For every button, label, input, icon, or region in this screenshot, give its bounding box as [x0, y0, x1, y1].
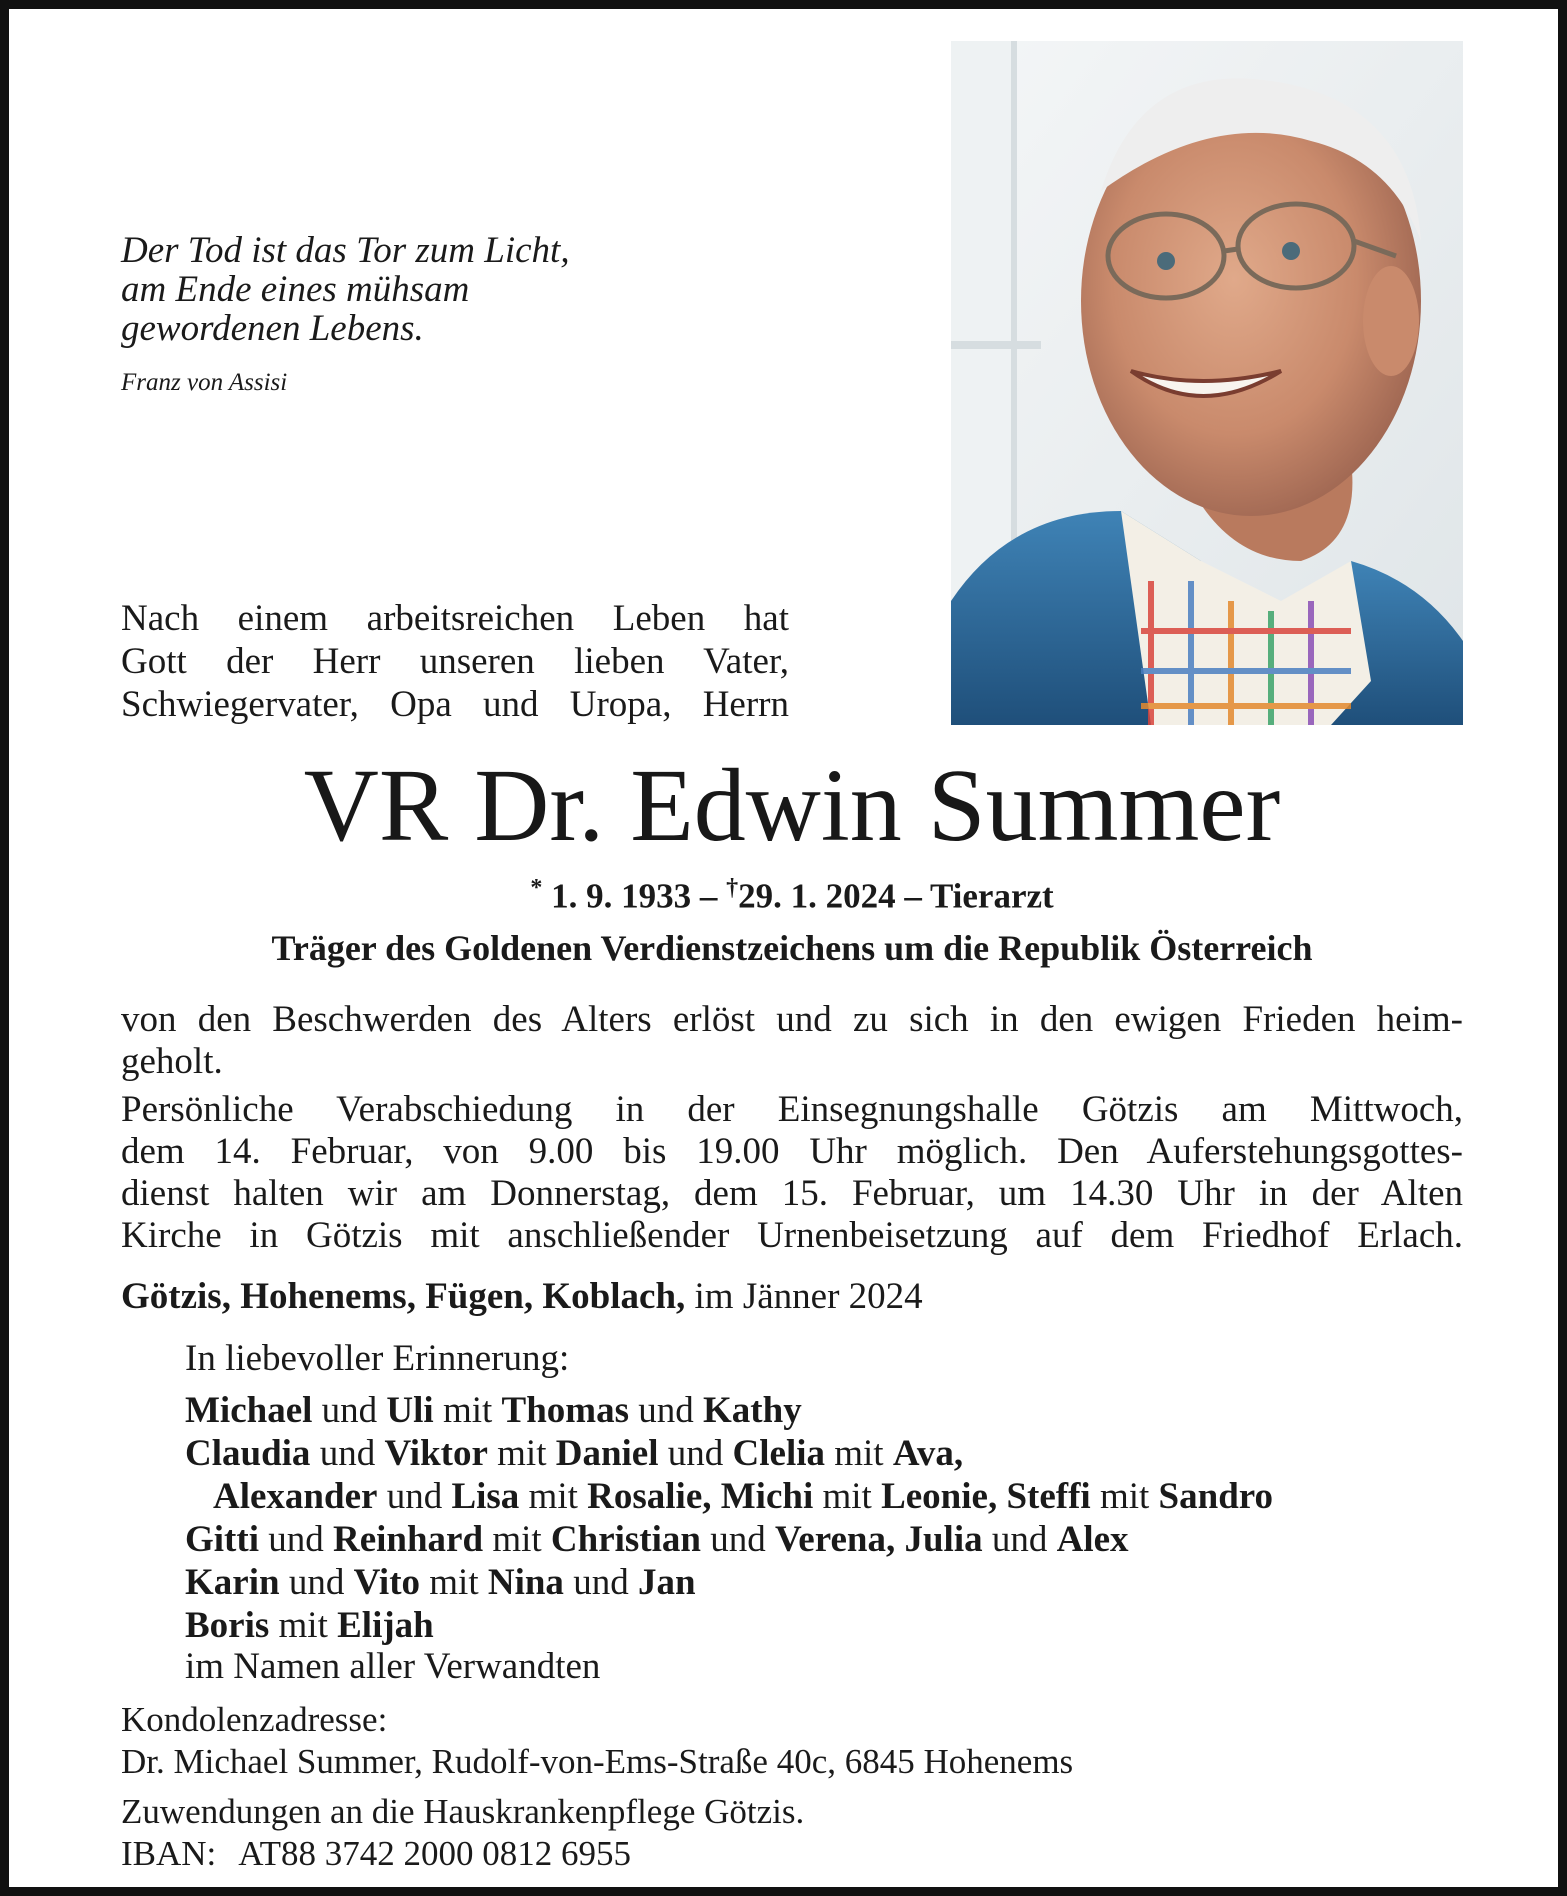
honor-line: Träger des Goldenen Verdienstzeichens um die Republik Österreich	[271, 928, 1313, 968]
family-connector: und	[258, 1519, 333, 1560]
family-name: Leonie, Steffi	[881, 1476, 1091, 1517]
separator: –	[904, 876, 922, 916]
condolence-address: Dr. Michael Summer, Rudolf-von-Ems-Straße 40c, 6845 Hohenems	[121, 1742, 1074, 1781]
family-name: Alexander	[213, 1476, 378, 1517]
quote-line: Der Tod ist das Tor zum Licht,	[121, 230, 570, 271]
family-connector: und	[279, 1562, 354, 1603]
death-mark: †	[726, 875, 739, 901]
text-line: von den Beschwerden des Alters erlöst und zu sich in den ewigen Frieden heim-	[121, 999, 1463, 1040]
birth-mark: *	[530, 875, 543, 901]
life-dates	[121, 875, 1463, 917]
family-name: Reinhard	[332, 1519, 484, 1560]
family-name: Elijah	[337, 1605, 434, 1646]
family-name: Vito	[353, 1562, 421, 1603]
family-name: Nina	[487, 1562, 564, 1603]
family-connector: und	[312, 1390, 387, 1431]
family-name: Viktor	[384, 1433, 488, 1474]
family-name: Thomas	[501, 1390, 630, 1431]
text-line: Kirche in Götzis mit anschließender Urnenbeisetzung auf dem Friedhof Erlach.	[121, 1215, 1463, 1256]
family-name: Christian	[550, 1519, 701, 1560]
family-name: Verena, Julia	[774, 1519, 983, 1560]
iban-number: AT88 3742 2000 0812 6955	[238, 1834, 632, 1873]
quote-line: am Ende eines mühsam	[121, 269, 470, 310]
family-name: Claudia	[185, 1433, 311, 1474]
donation-block	[121, 1791, 804, 1875]
family-name: Sandro	[1158, 1476, 1274, 1517]
family-name: Clelia	[732, 1433, 825, 1474]
month-year: im Jänner 2024	[694, 1276, 923, 1317]
intro-text	[121, 597, 789, 726]
intro-line: Gott der Herr unseren lieben Vater,	[121, 641, 789, 682]
text-line: geholt.	[121, 1041, 223, 1082]
paragraph-ceremony	[121, 1089, 1463, 1257]
family-connector: mit	[433, 1390, 502, 1431]
family-connector: mit	[1090, 1476, 1159, 1517]
family-connector: und	[658, 1433, 733, 1474]
iban-line	[121, 1833, 804, 1875]
family-name: Michael	[185, 1390, 313, 1431]
text-line: dienst halten wir am Donnerstag, dem 15. Februar, um 14.30 Uhr in der Alten	[121, 1173, 1463, 1214]
family-name: Alex	[1056, 1519, 1129, 1560]
portrait-photo	[951, 41, 1463, 725]
places-date-line	[121, 1275, 923, 1318]
quote-text	[121, 231, 681, 348]
death-date: 29. 1. 2024	[738, 876, 896, 916]
family-connector: und	[563, 1562, 638, 1603]
deceased-name: VR Dr. Edwin Summer	[303, 748, 1281, 863]
intro-line: Schwiegervater, Opa und Uropa, Herrn	[121, 684, 789, 725]
family-name: Uli	[386, 1390, 434, 1431]
separator: –	[699, 876, 718, 916]
family-connector: und	[629, 1390, 704, 1431]
family-name: Boris	[185, 1605, 270, 1646]
family-line	[185, 1389, 1273, 1432]
text-line: Persönliche Verabschiedung in der Einsegnungshalle Götzis am Mittwoch,	[121, 1089, 1463, 1130]
family-name: Rosalie, Michi	[587, 1476, 814, 1517]
family-line	[185, 1518, 1273, 1561]
quote-line: gewordenen Lebens.	[121, 308, 424, 349]
iban-label: IBAN:	[121, 1834, 217, 1873]
family-connector: und	[377, 1476, 452, 1517]
family-name: Kathy	[703, 1390, 802, 1431]
family-line	[185, 1475, 1273, 1518]
family-connector: mit	[269, 1605, 338, 1646]
family-connector: mit	[825, 1433, 893, 1474]
family-line	[185, 1561, 1273, 1604]
condolence-label: Kondolenzadresse:	[121, 1700, 388, 1739]
family-name: Jan	[637, 1562, 696, 1603]
family-connector: mit	[519, 1476, 588, 1517]
family-connector: mit	[487, 1433, 556, 1474]
family-connector: und	[700, 1519, 775, 1560]
family-name: Daniel	[555, 1433, 659, 1474]
family-line	[185, 1432, 1273, 1475]
places: Götzis, Hohenems, Fügen, Koblach,	[121, 1276, 686, 1317]
family-connector: mit	[813, 1476, 882, 1517]
family-connector: und	[982, 1519, 1057, 1560]
family-connector: und	[310, 1433, 385, 1474]
family-line	[185, 1604, 1273, 1647]
family-list	[185, 1389, 1273, 1647]
family-connector: mit	[420, 1562, 488, 1603]
intro-line: Nach einem arbeitsreichen Leben hat	[121, 598, 789, 639]
donation-text: Zuwendungen an die Hauskrankenpflege Götzis.	[121, 1792, 805, 1831]
family-name: Karin	[185, 1562, 280, 1603]
text-line: dem 14. Februar, von 9.00 bis 19.00 Uhr möglich. Den Auferstehungsgottes-	[121, 1131, 1463, 1172]
condolence-block	[121, 1699, 1073, 1783]
family-intro: In liebevoller Erinnerung:	[185, 1338, 570, 1379]
family-name: Ava,	[892, 1433, 964, 1474]
family-name: Gitti	[185, 1519, 259, 1560]
family-connector: mit	[483, 1519, 551, 1560]
family-name: Lisa	[451, 1476, 520, 1517]
birth-date: 1. 9. 1933	[551, 876, 692, 916]
paragraph-release	[121, 999, 1463, 1083]
quote-author: Franz von Assisi	[121, 369, 288, 396]
family-closing: im Namen aller Verwandten	[185, 1646, 601, 1687]
profession: Tierarzt	[929, 876, 1054, 916]
